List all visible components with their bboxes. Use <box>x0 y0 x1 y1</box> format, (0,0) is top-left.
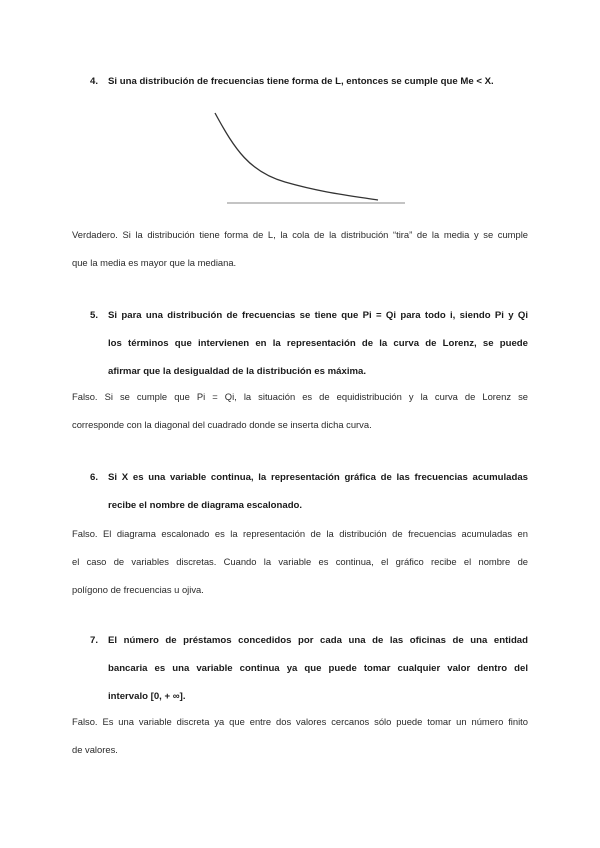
question-7 <box>90 627 528 711</box>
question-line <box>90 627 528 655</box>
answer-7 <box>72 708 528 764</box>
answer-line: polígono de frecuencias u ojiva. <box>72 584 204 595</box>
answer-5 <box>72 383 528 439</box>
question-line: intervalo [0, + ∞]. <box>108 691 186 702</box>
answer-line: de valores. <box>72 744 118 755</box>
question-line: afirmar que la desigualdad de la distribución es máxima. <box>108 366 367 377</box>
question-4 <box>90 68 528 96</box>
question-number: 5. <box>90 310 99 321</box>
l-curve-line <box>215 113 378 200</box>
answer-line: el caso de variables discretas. Cuando la variable es continua, el gráfico recibe el nombre de <box>72 556 528 567</box>
answer-6 <box>72 520 528 604</box>
question-line: recibe el nombre de diagrama escalonado. <box>108 500 303 511</box>
question-text: El número de préstamos concedidos por cada una de las oficinas de una entidad <box>108 635 528 646</box>
question-number: 4. <box>90 76 99 87</box>
answer-line: Falso. Si se cumple que Pi = Qi, la situación es de equidistribución y la curva de Lorenz se <box>72 391 528 402</box>
question-line: los términos que intervienen en la representación de la curva de Lorenz, se puede <box>108 338 528 349</box>
question-number: 6. <box>90 472 99 483</box>
question-line: bancaria es una variable continua ya que puede tomar cualquier valor dentro del <box>108 663 528 674</box>
l-shaped-curve-figure <box>195 100 410 210</box>
question-line <box>90 302 528 330</box>
answer-line: que la media es mayor que la mediana. <box>72 257 237 268</box>
answer-line: corresponde con la diagonal del cuadrado donde se inserta dicha curva. <box>72 419 372 430</box>
question-text: Si para una distribución de frecuencias se tiene que Pi = Qi para todo i, siendo Pi y Qi <box>108 310 528 321</box>
question-line <box>90 464 528 492</box>
question-6 <box>90 464 528 520</box>
answer-line: Falso. El diagrama escalonado es la representación de la distribución de frecuencias acumuladas en <box>72 528 528 539</box>
question-number: 7. <box>90 635 99 646</box>
question-text: Si X es una variable continua, la representación gráfica de las frecuencias acumuladas <box>108 472 528 483</box>
answer-line: Verdadero. Si la distribución tiene forma de L, la cola de la distribución “tira” de la media y se cumple <box>72 229 528 240</box>
question-5 <box>90 302 528 386</box>
answer-line: Falso. Es una variable discreta ya que entre dos valores cercanos sólo puede tomar un número finito <box>72 716 528 727</box>
answer-4 <box>72 221 528 277</box>
question-text: Si una distribución de frecuencias tiene forma de L, entonces se cumple que Me < X. <box>108 76 494 87</box>
question-line <box>90 68 528 96</box>
